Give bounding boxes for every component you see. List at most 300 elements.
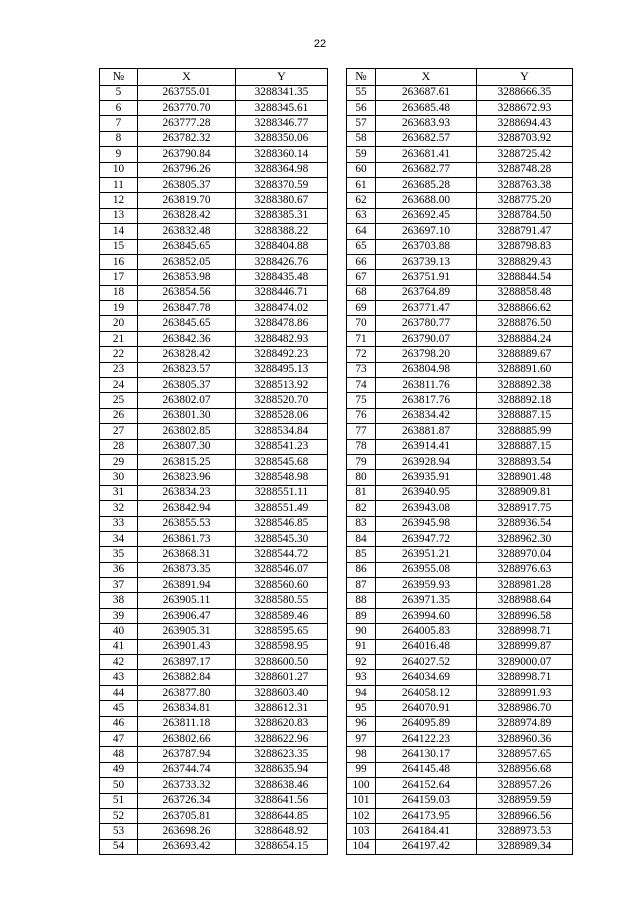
cell-x-right: 263790.07 <box>376 331 477 346</box>
cell-x-left: 263705.81 <box>138 808 236 823</box>
cell-num-right: 99 <box>347 762 376 777</box>
column-gap <box>328 408 347 423</box>
cell-x-right: 263697.10 <box>376 224 477 239</box>
column-gap <box>328 424 347 439</box>
column-gap <box>328 347 347 362</box>
table-row <box>100 470 573 485</box>
cell-num-left: 11 <box>100 177 138 192</box>
table-row <box>100 639 573 654</box>
table-row <box>100 593 573 608</box>
column-gap <box>328 239 347 254</box>
column-gap <box>328 793 347 808</box>
cell-y-left: 3288446.71 <box>236 285 328 300</box>
cell-y-right: 3288892.18 <box>477 393 573 408</box>
cell-num-left: 44 <box>100 685 138 700</box>
column-gap <box>328 208 347 223</box>
cell-num-left: 22 <box>100 347 138 362</box>
column-gap <box>328 393 347 408</box>
cell-y-left: 3288478.86 <box>236 316 328 331</box>
cell-y-left: 3288341.35 <box>236 85 328 100</box>
cell-num-left: 18 <box>100 285 138 300</box>
cell-x-right: 263928.94 <box>376 454 477 469</box>
cell-y-right: 3288666.35 <box>477 85 573 100</box>
cell-x-left: 263877.80 <box>138 685 236 700</box>
cell-num-right: 56 <box>347 100 376 115</box>
cell-y-right: 3288970.04 <box>477 547 573 562</box>
cell-num-left: 49 <box>100 762 138 777</box>
cell-y-left: 3288346.77 <box>236 116 328 131</box>
cell-y-right: 3288672.93 <box>477 100 573 115</box>
cell-num-left: 7 <box>100 116 138 131</box>
cell-x-left: 263868.31 <box>138 547 236 562</box>
cell-num-left: 8 <box>100 131 138 146</box>
cell-num-right: 72 <box>347 347 376 362</box>
column-gap <box>328 224 347 239</box>
table-row <box>100 701 573 716</box>
cell-x-left: 263698.26 <box>138 824 236 839</box>
table-row <box>100 485 573 500</box>
cell-num-left: 52 <box>100 808 138 823</box>
table-row <box>100 793 573 808</box>
cell-x-right: 264122.23 <box>376 732 477 747</box>
cell-x-left: 263842.36 <box>138 331 236 346</box>
column-gap <box>328 593 347 608</box>
cell-x-right: 264197.42 <box>376 839 477 854</box>
table-row <box>100 516 573 531</box>
cell-num-left: 40 <box>100 624 138 639</box>
cell-num-left: 9 <box>100 147 138 162</box>
cell-num-left: 46 <box>100 716 138 731</box>
cell-x-right: 263959.93 <box>376 578 477 593</box>
table-row <box>100 147 573 162</box>
cell-y-left: 3288426.76 <box>236 254 328 269</box>
cell-x-right: 263780.77 <box>376 316 477 331</box>
cell-y-left: 3288641.56 <box>236 793 328 808</box>
column-gap <box>328 378 347 393</box>
table-row <box>100 501 573 516</box>
column-gap <box>328 316 347 331</box>
column-gap <box>328 808 347 823</box>
cell-num-right: 85 <box>347 547 376 562</box>
cell-y-left: 3288364.98 <box>236 162 328 177</box>
cell-x-left: 263790.84 <box>138 147 236 162</box>
cell-x-left: 263811.18 <box>138 716 236 731</box>
cell-x-right: 264159.03 <box>376 793 477 808</box>
cell-num-left: 34 <box>100 531 138 546</box>
table-row <box>100 331 573 346</box>
cell-y-right: 3288829.43 <box>477 254 573 269</box>
column-gap <box>328 732 347 747</box>
cell-y-left: 3288545.30 <box>236 531 328 546</box>
cell-x-left: 263802.85 <box>138 424 236 439</box>
cell-y-left: 3288474.02 <box>236 301 328 316</box>
cell-y-left: 3288513.92 <box>236 378 328 393</box>
column-gap <box>328 116 347 131</box>
cell-num-right: 65 <box>347 239 376 254</box>
cell-x-left: 263823.57 <box>138 362 236 377</box>
page-number: 22 <box>313 38 327 50</box>
cell-x-left: 263861.73 <box>138 531 236 546</box>
cell-y-left: 3288622.96 <box>236 732 328 747</box>
cell-num-right: 92 <box>347 655 376 670</box>
table-row <box>100 193 573 208</box>
cell-y-left: 3288495.13 <box>236 362 328 377</box>
cell-y-right: 3288725.42 <box>477 147 573 162</box>
cell-y-right: 3288866.62 <box>477 301 573 316</box>
cell-x-right: 263681.41 <box>376 147 477 162</box>
cell-num-left: 41 <box>100 639 138 654</box>
header-y-left: Y <box>236 69 328 86</box>
column-gap <box>328 670 347 685</box>
cell-y-left: 3288545.68 <box>236 454 328 469</box>
cell-y-right: 3288858.48 <box>477 285 573 300</box>
cell-x-right: 263817.76 <box>376 393 477 408</box>
cell-x-left: 263832.48 <box>138 224 236 239</box>
table-row <box>100 439 573 454</box>
cell-x-right: 263682.57 <box>376 131 477 146</box>
cell-num-left: 19 <box>100 301 138 316</box>
cell-x-left: 263828.42 <box>138 347 236 362</box>
table-row <box>100 547 573 562</box>
cell-y-right: 3288876.50 <box>477 316 573 331</box>
cell-x-left: 263873.35 <box>138 562 236 577</box>
cell-y-right: 3288974.89 <box>477 716 573 731</box>
cell-x-right: 263943.08 <box>376 501 477 516</box>
cell-x-right: 264145.48 <box>376 762 477 777</box>
cell-x-right: 263935.91 <box>376 470 477 485</box>
cell-x-left: 263782.32 <box>138 131 236 146</box>
cell-num-left: 36 <box>100 562 138 577</box>
cell-y-right: 3288909.81 <box>477 485 573 500</box>
column-gap <box>328 824 347 839</box>
column-gap <box>328 254 347 269</box>
cell-y-right: 3288998.71 <box>477 624 573 639</box>
cell-x-left: 263828.42 <box>138 208 236 223</box>
cell-x-right: 263751.91 <box>376 270 477 285</box>
table-row <box>100 670 573 685</box>
cell-y-right: 3289000.07 <box>477 655 573 670</box>
column-gap <box>328 162 347 177</box>
column-gap <box>328 331 347 346</box>
cell-x-left: 263815.25 <box>138 454 236 469</box>
table-row <box>100 762 573 777</box>
cell-y-right: 3288694.43 <box>477 116 573 131</box>
cell-y-right: 3288976.63 <box>477 562 573 577</box>
cell-y-left: 3288345.61 <box>236 100 328 115</box>
cell-x-right: 264058.12 <box>376 685 477 700</box>
cell-num-right: 79 <box>347 454 376 469</box>
cell-x-right: 263971.35 <box>376 593 477 608</box>
cell-y-right: 3288775.20 <box>477 193 573 208</box>
cell-y-right: 3288936.54 <box>477 516 573 531</box>
cell-y-right: 3288885.99 <box>477 424 573 439</box>
cell-x-right: 263764.89 <box>376 285 477 300</box>
column-gap <box>328 177 347 192</box>
cell-num-left: 13 <box>100 208 138 223</box>
cell-num-left: 15 <box>100 239 138 254</box>
column-gap <box>328 578 347 593</box>
cell-y-left: 3288600.50 <box>236 655 328 670</box>
cell-num-left: 24 <box>100 378 138 393</box>
table-row <box>100 224 573 239</box>
cell-num-left: 20 <box>100 316 138 331</box>
cell-x-right: 264034.69 <box>376 670 477 685</box>
cell-y-right: 3288966.56 <box>477 808 573 823</box>
cell-num-right: 102 <box>347 808 376 823</box>
cell-x-left: 263733.32 <box>138 778 236 793</box>
cell-num-right: 88 <box>347 593 376 608</box>
table-row <box>100 424 573 439</box>
cell-x-left: 263802.66 <box>138 732 236 747</box>
column-gap <box>328 624 347 639</box>
cell-y-left: 3288534.84 <box>236 424 328 439</box>
cell-num-right: 58 <box>347 131 376 146</box>
cell-y-right: 3288957.26 <box>477 778 573 793</box>
cell-y-right: 3288703.92 <box>477 131 573 146</box>
cell-x-left: 263905.11 <box>138 593 236 608</box>
header-num-left: № <box>100 69 138 86</box>
cell-x-right: 264184.41 <box>376 824 477 839</box>
cell-num-left: 6 <box>100 100 138 115</box>
cell-x-left: 263897.17 <box>138 655 236 670</box>
cell-num-right: 95 <box>347 701 376 716</box>
cell-y-left: 3288544.72 <box>236 547 328 562</box>
cell-y-left: 3288589.46 <box>236 608 328 623</box>
cell-num-right: 70 <box>347 316 376 331</box>
cell-y-left: 3288435.48 <box>236 270 328 285</box>
cell-num-left: 30 <box>100 470 138 485</box>
cell-num-left: 29 <box>100 454 138 469</box>
cell-y-left: 3288638.46 <box>236 778 328 793</box>
cell-num-left: 23 <box>100 362 138 377</box>
cell-y-right: 3288889.67 <box>477 347 573 362</box>
cell-num-right: 103 <box>347 824 376 839</box>
cell-x-right: 264095.89 <box>376 716 477 731</box>
cell-y-left: 3288388.22 <box>236 224 328 239</box>
cell-x-left: 263770.70 <box>138 100 236 115</box>
cell-y-left: 3288598.95 <box>236 639 328 654</box>
cell-num-right: 98 <box>347 747 376 762</box>
table-row <box>100 162 573 177</box>
cell-x-right: 264130.17 <box>376 747 477 762</box>
cell-x-right: 263692.45 <box>376 208 477 223</box>
cell-num-right: 63 <box>347 208 376 223</box>
table-row <box>100 655 573 670</box>
cell-num-right: 66 <box>347 254 376 269</box>
cell-x-left: 263744.74 <box>138 762 236 777</box>
table-row <box>100 732 573 747</box>
cell-x-right: 264152.64 <box>376 778 477 793</box>
cell-num-right: 59 <box>347 147 376 162</box>
table-row <box>100 562 573 577</box>
column-gap <box>328 762 347 777</box>
column-gap <box>328 362 347 377</box>
column-gap <box>328 747 347 762</box>
cell-y-left: 3288595.65 <box>236 624 328 639</box>
cell-y-right: 3288884.24 <box>477 331 573 346</box>
coordinate-table <box>99 68 573 855</box>
cell-num-left: 5 <box>100 85 138 100</box>
table-row <box>100 685 573 700</box>
cell-x-right: 263955.08 <box>376 562 477 577</box>
cell-num-left: 48 <box>100 747 138 762</box>
cell-num-right: 83 <box>347 516 376 531</box>
column-gap <box>328 608 347 623</box>
table-row <box>100 747 573 762</box>
cell-num-left: 54 <box>100 839 138 854</box>
table-row <box>100 808 573 823</box>
cell-num-right: 82 <box>347 501 376 516</box>
table-header-row <box>100 69 573 86</box>
table-row <box>100 716 573 731</box>
cell-y-left: 3288380.67 <box>236 193 328 208</box>
cell-y-left: 3288541.23 <box>236 439 328 454</box>
cell-x-left: 263805.37 <box>138 177 236 192</box>
column-gap <box>328 655 347 670</box>
table-row <box>100 531 573 546</box>
cell-x-right: 263771.47 <box>376 301 477 316</box>
cell-x-right: 263685.48 <box>376 100 477 115</box>
table-row <box>100 778 573 793</box>
column-gap <box>328 547 347 562</box>
cell-y-right: 3288991.93 <box>477 685 573 700</box>
cell-num-left: 42 <box>100 655 138 670</box>
column-gap <box>328 562 347 577</box>
table-row <box>100 839 573 854</box>
cell-x-left: 263834.23 <box>138 485 236 500</box>
cell-x-left: 263693.42 <box>138 839 236 854</box>
cell-num-right: 80 <box>347 470 376 485</box>
cell-num-right: 57 <box>347 116 376 131</box>
cell-num-left: 37 <box>100 578 138 593</box>
cell-x-left: 263801.30 <box>138 408 236 423</box>
cell-x-left: 263805.37 <box>138 378 236 393</box>
header-num-right: № <box>347 69 376 86</box>
cell-y-left: 3288601.27 <box>236 670 328 685</box>
cell-num-left: 33 <box>100 516 138 531</box>
cell-x-left: 263802.07 <box>138 393 236 408</box>
table-row <box>100 608 573 623</box>
cell-x-left: 263853.98 <box>138 270 236 285</box>
cell-x-left: 263807.30 <box>138 439 236 454</box>
table-body <box>100 85 573 855</box>
cell-num-right: 89 <box>347 608 376 623</box>
cell-y-left: 3288603.40 <box>236 685 328 700</box>
cell-y-left: 3288654.15 <box>236 839 328 854</box>
cell-y-right: 3288791.47 <box>477 224 573 239</box>
cell-x-right: 264005.83 <box>376 624 477 639</box>
table-row <box>100 578 573 593</box>
column-gap <box>328 439 347 454</box>
cell-num-right: 101 <box>347 793 376 808</box>
cell-y-left: 3288546.85 <box>236 516 328 531</box>
cell-num-left: 26 <box>100 408 138 423</box>
cell-num-left: 27 <box>100 424 138 439</box>
table-row <box>100 270 573 285</box>
cell-x-right: 263683.93 <box>376 116 477 131</box>
column-gap <box>328 85 347 100</box>
cell-num-left: 39 <box>100 608 138 623</box>
cell-x-left: 263891.94 <box>138 578 236 593</box>
cell-x-right: 263739.13 <box>376 254 477 269</box>
cell-y-left: 3288612.31 <box>236 701 328 716</box>
cell-num-right: 62 <box>347 193 376 208</box>
cell-num-left: 53 <box>100 824 138 839</box>
cell-num-right: 64 <box>347 224 376 239</box>
cell-num-right: 55 <box>347 85 376 100</box>
cell-y-left: 3288482.93 <box>236 331 328 346</box>
cell-y-left: 3288551.49 <box>236 501 328 516</box>
cell-x-right: 263687.61 <box>376 85 477 100</box>
table-row <box>100 239 573 254</box>
cell-x-right: 263834.42 <box>376 408 477 423</box>
cell-num-left: 47 <box>100 732 138 747</box>
cell-x-left: 263777.28 <box>138 116 236 131</box>
table-row <box>100 254 573 269</box>
cell-num-left: 12 <box>100 193 138 208</box>
cell-x-left: 263882.84 <box>138 670 236 685</box>
cell-x-right: 264070.91 <box>376 701 477 716</box>
cell-y-left: 3288546.07 <box>236 562 328 577</box>
cell-num-right: 97 <box>347 732 376 747</box>
cell-num-right: 93 <box>347 670 376 685</box>
cell-x-right: 264173.95 <box>376 808 477 823</box>
cell-x-left: 263847.78 <box>138 301 236 316</box>
cell-y-right: 3288959.59 <box>477 793 573 808</box>
cell-y-left: 3288648.92 <box>236 824 328 839</box>
table-row <box>100 378 573 393</box>
cell-x-left: 263842.94 <box>138 501 236 516</box>
column-gap <box>328 470 347 485</box>
cell-num-right: 87 <box>347 578 376 593</box>
column-gap <box>328 685 347 700</box>
cell-y-right: 3288999.87 <box>477 639 573 654</box>
column-gap <box>328 501 347 516</box>
cell-y-right: 3288892.38 <box>477 378 573 393</box>
cell-x-right: 263940.95 <box>376 485 477 500</box>
column-gap <box>328 778 347 793</box>
cell-num-right: 104 <box>347 839 376 854</box>
table-row <box>100 624 573 639</box>
cell-y-left: 3288623.35 <box>236 747 328 762</box>
column-gap <box>328 69 347 86</box>
table-row <box>100 208 573 223</box>
cell-y-right: 3288887.15 <box>477 408 573 423</box>
column-gap <box>328 147 347 162</box>
table-row <box>100 116 573 131</box>
cell-x-left: 263905.31 <box>138 624 236 639</box>
cell-y-right: 3288956.68 <box>477 762 573 777</box>
cell-num-left: 28 <box>100 439 138 454</box>
cell-y-right: 3288960.36 <box>477 732 573 747</box>
cell-num-right: 78 <box>347 439 376 454</box>
cell-y-left: 3288350.06 <box>236 131 328 146</box>
cell-num-left: 35 <box>100 547 138 562</box>
cell-num-right: 90 <box>347 624 376 639</box>
cell-num-left: 38 <box>100 593 138 608</box>
cell-x-right: 263703.88 <box>376 239 477 254</box>
cell-x-left: 263901.43 <box>138 639 236 654</box>
cell-num-left: 25 <box>100 393 138 408</box>
cell-y-left: 3288635.94 <box>236 762 328 777</box>
cell-y-right: 3288798.83 <box>477 239 573 254</box>
cell-y-right: 3288962.30 <box>477 531 573 546</box>
cell-y-right: 3288748.28 <box>477 162 573 177</box>
column-gap <box>328 270 347 285</box>
cell-x-right: 263804.98 <box>376 362 477 377</box>
column-gap <box>328 193 347 208</box>
cell-num-right: 76 <box>347 408 376 423</box>
